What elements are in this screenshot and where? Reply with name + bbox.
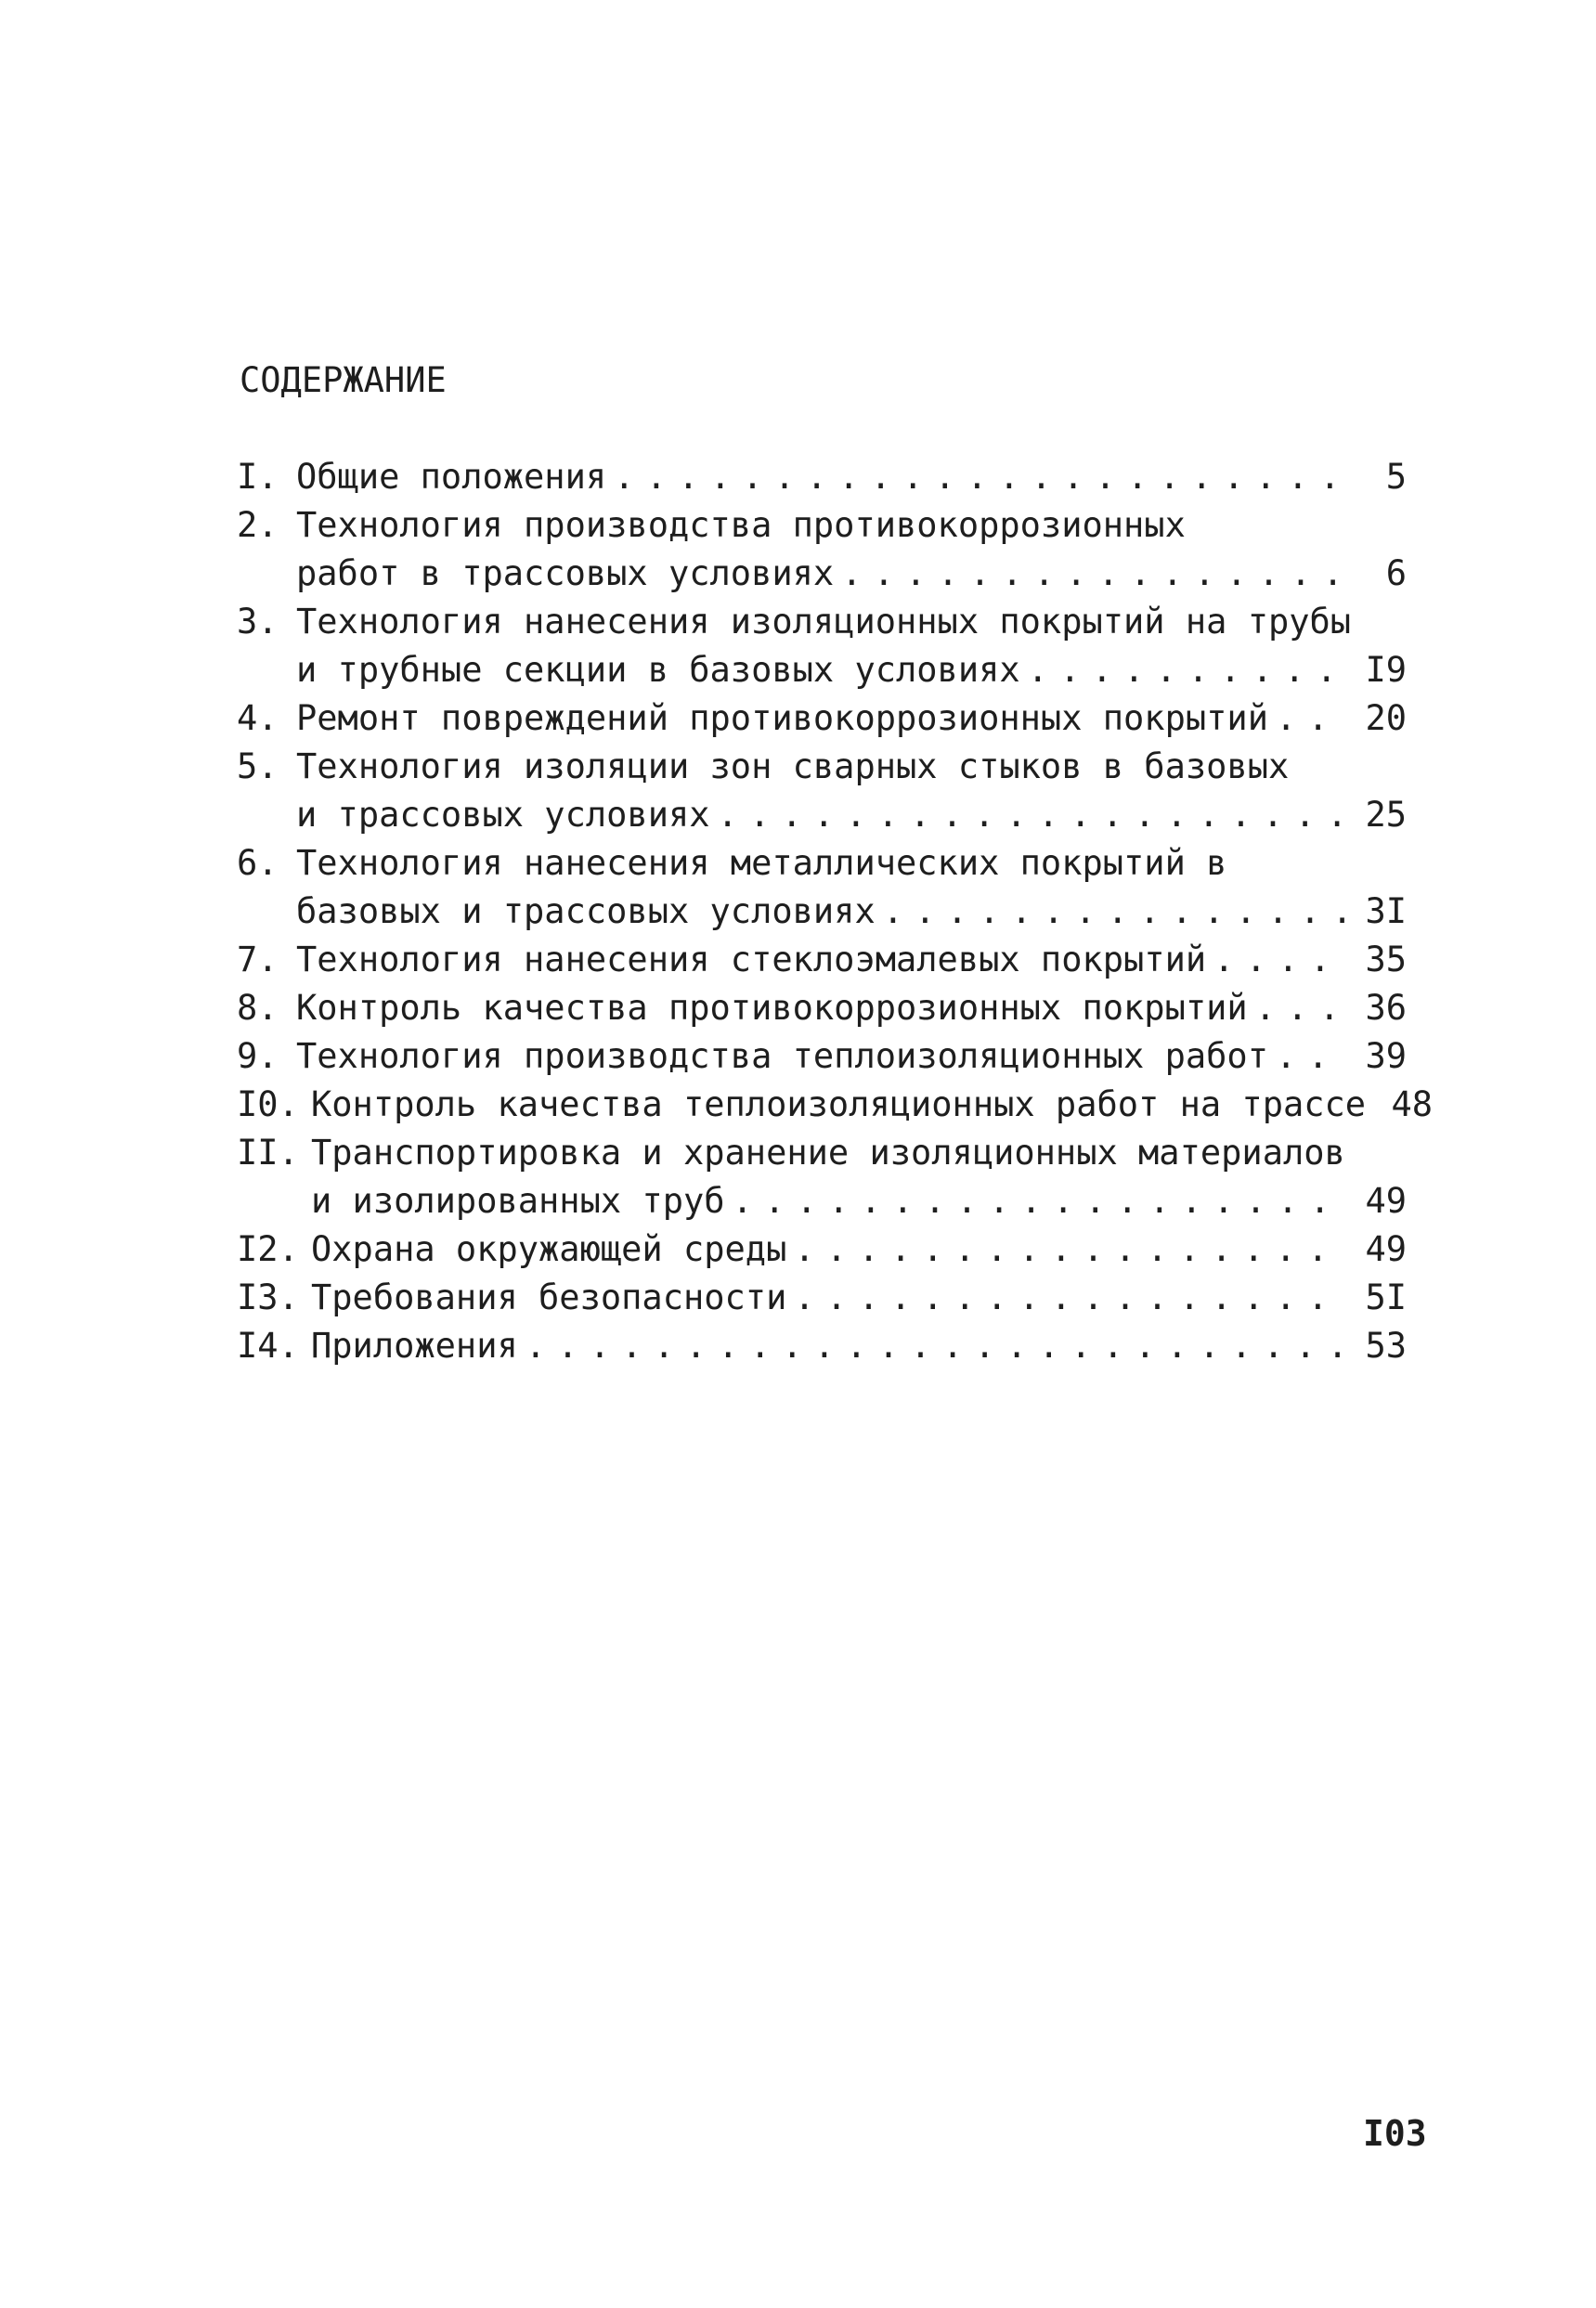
toc-number: 7. (237, 940, 279, 979)
toc-title-continued: и трассовых условиях (296, 795, 710, 835)
toc-page-number: I9 (1365, 650, 1407, 690)
toc-entry-14 (237, 1322, 1407, 1370)
toc-title: Общие положения (296, 457, 607, 497)
toc-number: 4. (237, 698, 279, 738)
toc-title: Приложения (311, 1326, 518, 1366)
toc-entry-8 (237, 984, 1407, 1032)
toc-title: Ремонт повреждений противокоррозионных покрытий (296, 698, 1268, 738)
toc-title: Контроль качества противокоррозионных покрытий (296, 988, 1248, 1028)
toc-number: 3. (237, 602, 279, 642)
toc-page-number: 36 (1365, 988, 1407, 1028)
dot-leader (794, 1274, 1347, 1322)
toc-entry-2 (237, 501, 1407, 598)
toc-number: 8. (237, 988, 279, 1028)
toc-title-continued: базовых и трассовых условиях (296, 891, 876, 931)
toc-page-number: 35 (1365, 940, 1407, 979)
toc-page-number: 49 (1365, 1229, 1407, 1269)
toc-page-number: 48 (1391, 1084, 1434, 1124)
toc-title: Технология нанесения металлических покрытий в (296, 843, 1227, 883)
toc-title-continued: и изолированных труб (311, 1181, 725, 1221)
toc-entry-6 (237, 839, 1407, 936)
toc-number: I2. (237, 1229, 299, 1269)
toc-page-number: 53 (1365, 1326, 1407, 1366)
dot-leader (718, 791, 1347, 839)
toc-title-continued: и трубные секции в базовых условиях (296, 650, 1020, 690)
toc-entry-11 (237, 1129, 1407, 1225)
toc-title: Контроль качества теплоизоляционных работ на трассе (311, 1084, 1367, 1124)
toc-entry-1 (237, 453, 1407, 501)
toc-page-number: 25 (1365, 795, 1407, 835)
dot-leader (1028, 646, 1347, 694)
toc-number: 9. (237, 1036, 279, 1076)
toc-title: Технология изоляции зон сварных стыков в базовых (296, 746, 1290, 786)
toc-entry-9 (237, 1032, 1407, 1081)
dot-leader (526, 1322, 1347, 1370)
page-title: СОДЕРЖАНИЕ (240, 360, 447, 400)
dot-leader (733, 1177, 1347, 1225)
dot-leader (883, 888, 1347, 936)
page-number: I03 (1363, 2113, 1427, 2154)
toc-title: Технология производства теплоизоляционных работ (296, 1036, 1268, 1076)
toc-title: Транспортировка и хранение изоляционных материалов (311, 1133, 1345, 1173)
toc-entry-5 (237, 743, 1407, 839)
toc-page-number: 39 (1365, 1036, 1407, 1076)
dot-leader (841, 550, 1347, 598)
toc-number: II. (237, 1133, 299, 1173)
toc-entry-3 (237, 598, 1407, 694)
toc-number: 5. (237, 746, 279, 786)
dot-leader (794, 1225, 1347, 1274)
toc-page-number: 5 (1385, 457, 1407, 497)
toc-page-number: 6 (1385, 553, 1407, 593)
dot-leader (1213, 936, 1347, 984)
toc-number: I0. (237, 1084, 299, 1124)
toc-page-number: 49 (1365, 1181, 1407, 1221)
dot-leader (1276, 694, 1347, 743)
toc-number: I. (237, 457, 279, 497)
toc-number: 6. (237, 843, 279, 883)
toc-entry-7 (237, 936, 1407, 984)
toc-entry-13 (237, 1274, 1407, 1322)
toc-title-continued: работ в трассовых условиях (296, 553, 835, 593)
toc-title: Требования безопасности (311, 1277, 787, 1317)
dot-leader (1276, 1032, 1347, 1081)
toc-title: Технология нанесения стеклоэмалевых покрытий (296, 940, 1207, 979)
table-of-contents (237, 453, 1434, 1370)
toc-title: Технология нанесения изоляционных покрытий на трубы (296, 602, 1352, 642)
dot-leader (614, 453, 1347, 501)
toc-title: Технология производства противокоррозионных (296, 505, 1186, 545)
toc-title: Охрана окружающей среды (311, 1229, 787, 1269)
toc-number: I4. (237, 1326, 299, 1366)
toc-number: 2. (237, 505, 279, 545)
toc-page-number: 5I (1365, 1277, 1407, 1317)
toc-number: I3. (237, 1277, 299, 1317)
toc-page-number: 20 (1365, 698, 1407, 738)
toc-page-number: 3I (1365, 891, 1407, 931)
dot-leader (1255, 984, 1347, 1032)
toc-entry-12 (237, 1225, 1407, 1274)
toc-entry-10 (237, 1081, 1434, 1129)
toc-entry-4 (237, 694, 1407, 743)
